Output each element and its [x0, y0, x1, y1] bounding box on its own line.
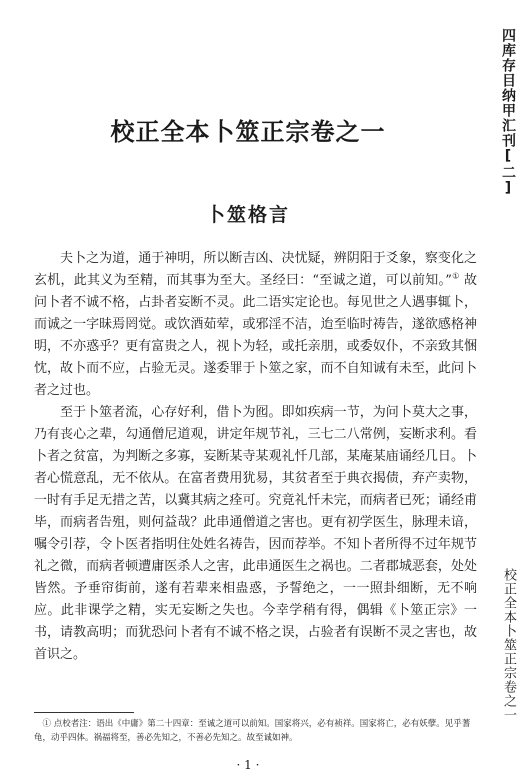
footnote-text: ① 点校者注：语出《中庸》第二十四章：至诚之道可以前知。国家将兴，必有祯祥。国家将亡，必有妖孽。见乎蓍龟，动乎四体。祸福将至，善必先知之，不善必先知之。故至诚如神。	[34, 719, 471, 743]
series-title: 四库存目纳甲汇刊[二]	[500, 28, 516, 197]
paragraph-1-text: 夫卜之为道，通于神明，所以断吉凶、决忧疑，辨阴阳于爻象，察变化之玄机，此其义为至精，而其事为至大。圣经曰：“至诚之道，可以前知。”	[34, 251, 477, 288]
page-number: · 1 ·	[236, 758, 260, 772]
paragraph-2	[34, 402, 477, 666]
paragraph-2-text: 至于卜筮者流，心存好利，借卜为囮。即如疾病一节，为问卜莫大之事，乃有丧心之辈，勾通僧尼道观，讲定年规节礼，三七二八常例，妄断求利。看卜者之贫富，为判断之多寡，妄断某寺某观礼忏几部，某庵某庙诵经几日。卜者心慌意乱，无不依从。在富者费用犹易，其贫者至于典衣揭债，弃产卖物，一时有手足无措之苦，以冀其病之痊可。究竟礼忏未完，而病者已死；诵经甫毕，而病者告殂，则何益哉？此串通僧道之害也。更有初学医生，脉理未谙，嘱令引荐，令卜医者指明住处姓名祷告，因而荐举。不知卜者所得不过年规节礼之微，而病者顿遭庸医杀人之害，此串通医生之祸也。二者郡城恶套，处处皆然。予垂帘街前，遂有若辈来相蛊惑，予誓绝之，一一照卦细断，无不响应。此非课学之精，实无妄断之失也。今幸学稍有得，偶辑《卜筮正宗》一书，请教高明；而犹恐问卜者有不诚不格之误，占验者有误断不灵之害也，故首识之。	[34, 405, 477, 662]
book-side-title: 校正全本卜筮正宗卷之一	[501, 568, 516, 722]
footnote	[34, 717, 478, 745]
paragraph-1	[34, 248, 477, 402]
paragraph-1-text-cont: 故问卜者不诚不格，占卦者妄断不灵。此二语实定论也。每见世之人遇事辄卜，而诚之一字昧焉罔觉。或饮酒茹荤，或邪淫不洁，迨至临时祷告，遂欲感格神明，不亦惑乎？更有富贵之人，视卜为轻，或托亲朋，或委奴仆，不亲致其悃忱，故卜而不应，占验无灵。遂委罪于卜筮之家，而不自知诚有未至，此问卜者之过也。	[34, 273, 477, 398]
section-title: 卜筮格言	[205, 204, 290, 226]
body-text	[34, 248, 477, 666]
footnote-divider	[34, 712, 134, 713]
footnote-reference: ①	[451, 271, 460, 281]
page-title: 校正全本卜筮正宗卷之一	[110, 118, 386, 146]
